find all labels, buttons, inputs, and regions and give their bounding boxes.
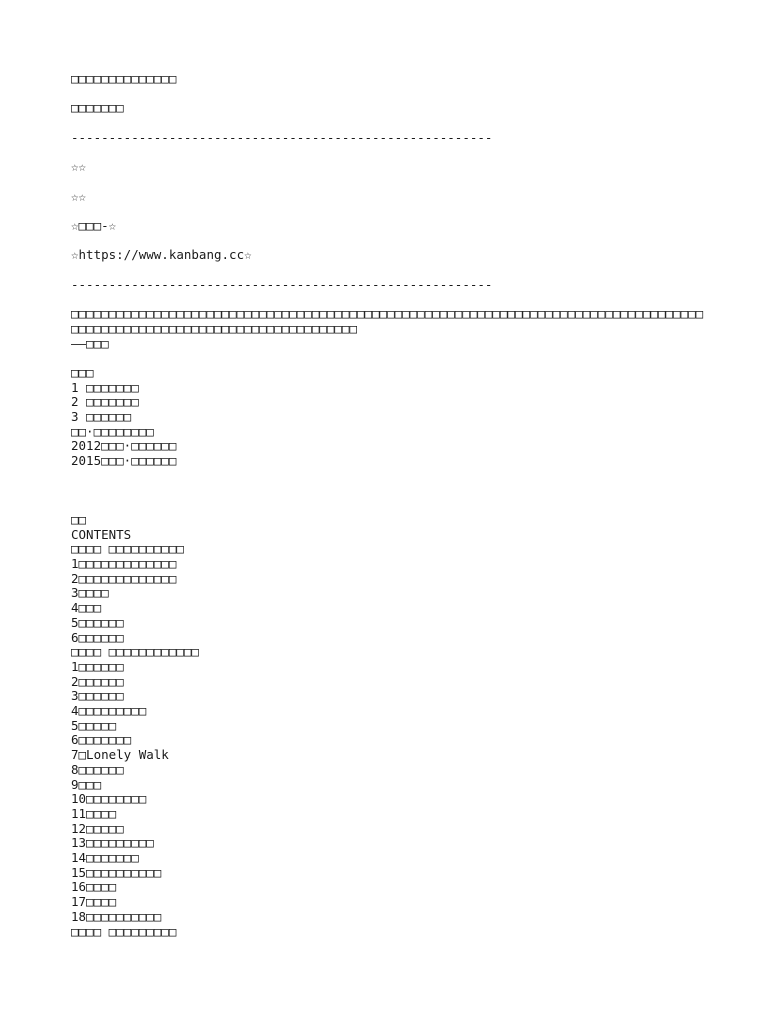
text-line: □□□□□□□□□□□□□□□□□□□□□□□□□□□□□□□□□□□□□□ <box>71 320 357 336</box>
text-line: 1 □□□□□□□ <box>71 379 139 395</box>
text-line: -------------------------------------------------------- <box>71 276 493 292</box>
text-line: 2 □□□□□□□ <box>71 394 139 410</box>
text-line: 5□□□□□ <box>71 717 117 733</box>
text-line <box>71 145 711 160</box>
text-line <box>71 351 711 366</box>
text-line <box>71 263 711 278</box>
text-line <box>71 469 711 484</box>
text-line <box>71 234 711 249</box>
text-line: 2012□□□·□□□□□□ <box>71 438 177 454</box>
text-line <box>71 175 711 190</box>
text-line: 6□□□□□□ <box>71 629 124 645</box>
text-line: 3□□□□□□ <box>71 688 124 704</box>
text-line: ——□□□ <box>71 335 109 351</box>
text-line <box>71 292 711 307</box>
text-line: CONTENTS <box>71 526 132 542</box>
text-line: ☆□□□-☆ <box>71 217 117 233</box>
text-line: 9□□□ <box>71 776 102 792</box>
text-line: □□□□ □□□□□□□□□□□□ <box>71 644 199 660</box>
text-line: ☆☆ <box>71 188 87 204</box>
text-line: □□ <box>71 511 87 527</box>
text-line: □□□□□□□ <box>71 100 124 116</box>
text-line: 5□□□□□□ <box>71 614 124 630</box>
text-line: 2015□□□·□□□□□□ <box>71 453 177 469</box>
text-line: 3□□□□ <box>71 585 109 601</box>
text-line: 1□□□□□□ <box>71 658 124 674</box>
text-line: 15□□□□□□□□□□ <box>71 864 162 880</box>
text-line: 6□□□□□□□ <box>71 732 132 748</box>
text-line: 2□□□□□□□□□□□□□ <box>71 570 177 586</box>
text-line <box>71 498 711 513</box>
text-line: 2□□□□□□ <box>71 673 124 689</box>
text-line: 12□□□□□ <box>71 820 124 836</box>
text-line: □□·□□□□□□□□ <box>71 423 154 439</box>
text-line: ☆https://www.kanbang.cc☆ <box>71 247 252 263</box>
text-line: □□□ <box>71 364 94 380</box>
text-line: 17□□□□ <box>71 894 117 910</box>
text-line: 11□□□□ <box>71 805 117 821</box>
text-line <box>71 484 711 499</box>
text-line: ☆☆ <box>71 159 87 175</box>
text-line <box>71 204 711 219</box>
text-line: -------------------------------------------------------- <box>71 129 493 145</box>
text-line: 18□□□□□□□□□□ <box>71 908 162 924</box>
text-line <box>71 87 711 102</box>
text-line: 7□Lonely Walk <box>71 747 169 763</box>
text-line <box>71 116 711 131</box>
text-line: □□□□ □□□□□□□□□□ <box>71 541 184 557</box>
text-line: 4□□□□□□□□□ <box>71 703 147 719</box>
text-line: 16□□□□ <box>71 879 117 895</box>
text-line: 1□□□□□□□□□□□□□ <box>71 556 177 572</box>
document-text <box>71 72 711 939</box>
text-line: 4□□□ <box>71 600 102 616</box>
text-line: □□□□ □□□□□□□□□ <box>71 923 177 939</box>
text-line: 3 □□□□□□ <box>71 409 132 425</box>
text-line: 13□□□□□□□□□ <box>71 835 154 851</box>
text-line: 10□□□□□□□□ <box>71 791 147 807</box>
text-line: □□□□□□□□□□□□□□ <box>71 71 177 86</box>
text-line: 8□□□□□□ <box>71 761 124 777</box>
text-line: 14□□□□□□□ <box>71 850 139 866</box>
text-line: □□□□□□□□□□□□□□□□□□□□□□□□□□□□□□□□□□□□□□□□□□□□□□□□□□□□□□□□□□□□□□□□□□□□□□□□□□□□□□□□□□□□ <box>71 306 704 322</box>
